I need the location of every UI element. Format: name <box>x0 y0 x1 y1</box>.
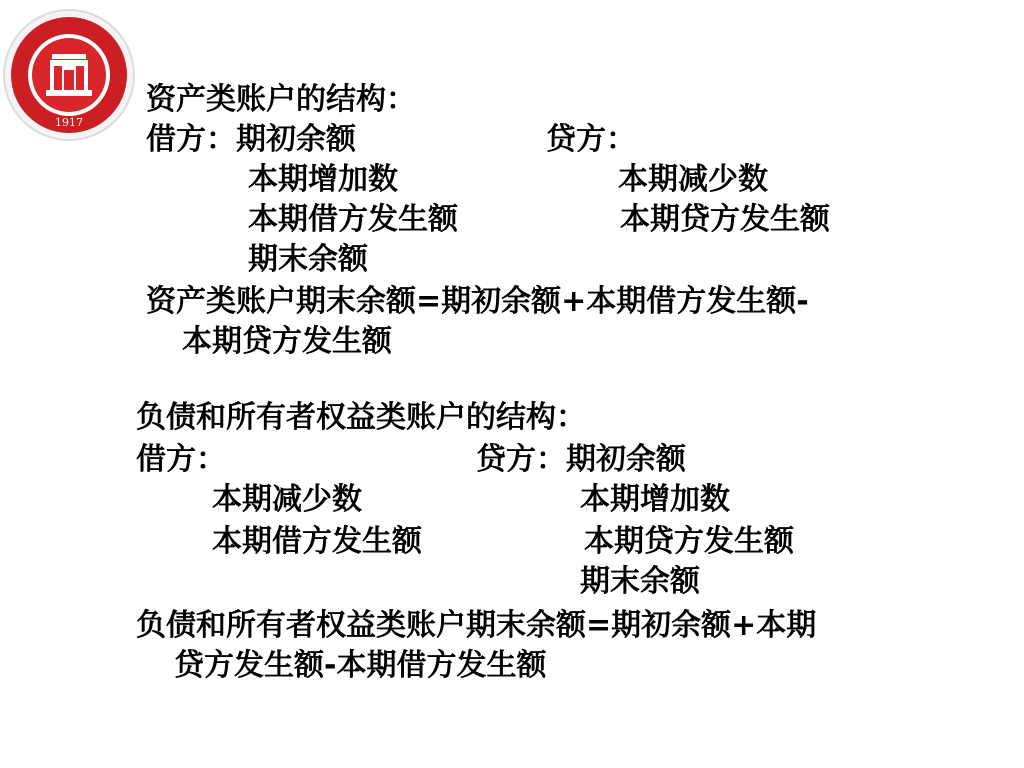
university-seal-logo <box>2 8 136 142</box>
asset-credit-label: 贷方： <box>546 122 636 157</box>
asset-heading: 资产类账户的结构： <box>146 82 416 117</box>
liability-credit-label: 贷方：期初余额 <box>476 442 686 477</box>
asset-credit-amount: 本期贷方发生额 <box>620 202 830 237</box>
seal-year: 1917 <box>55 116 83 129</box>
asset-formula-line1: 资产类账户期末余额=期初余额+本期借方发生额- <box>146 284 809 319</box>
asset-credit-decrease: 本期减少数 <box>618 162 768 197</box>
liability-credit-amount: 本期贷方发生额 <box>584 524 794 559</box>
liability-debit-label: 借方： <box>136 442 226 477</box>
asset-debit-label: 借方：期初余额 <box>146 122 356 157</box>
liability-ending-balance: 期末余额 <box>580 564 700 599</box>
liability-formula-line1: 负债和所有者权益类账户期末余额=期初余额+本期 <box>136 608 817 643</box>
liability-debit-decrease: 本期减少数 <box>212 482 362 517</box>
liability-debit-amount: 本期借方发生额 <box>212 524 422 559</box>
asset-ending-balance: 期末余额 <box>248 242 368 277</box>
asset-debit-increase: 本期增加数 <box>248 162 398 197</box>
liability-formula-line2: 贷方发生额-本期借方发生额 <box>174 648 547 683</box>
liability-heading: 负债和所有者权益类账户的结构： <box>136 400 586 435</box>
asset-debit-amount: 本期借方发生额 <box>248 202 458 237</box>
liability-credit-increase: 本期增加数 <box>580 482 730 517</box>
asset-formula-line2: 本期贷方发生额 <box>182 324 392 359</box>
